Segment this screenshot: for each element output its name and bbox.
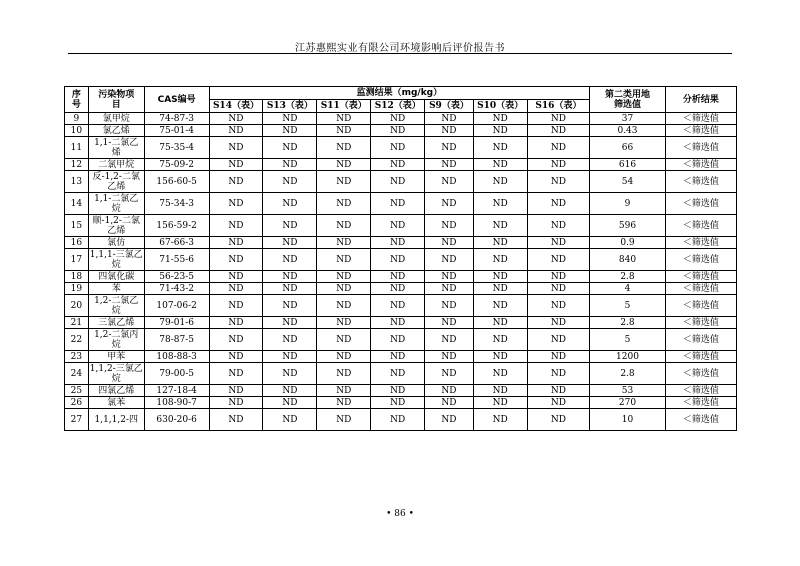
row-number-cell: 15 <box>65 215 89 237</box>
monitoring-value-cell: ND <box>263 249 317 271</box>
monitoring-value-cell: ND <box>371 329 425 351</box>
column-header-screening-line1: 第二类用地 <box>604 89 650 100</box>
document-header-title: 江苏惠熙实业有限公司环境影响后评价报告书 <box>295 43 505 54</box>
monitoring-value-cell: ND <box>263 113 317 125</box>
analysis-result-cell: ＜筛选值 <box>665 271 736 283</box>
row-number-cell: 19 <box>65 283 89 295</box>
monitoring-value-cell: ND <box>473 171 527 193</box>
screening-value-cell: 4 <box>590 283 665 295</box>
screening-value-cell: 54 <box>590 171 665 193</box>
monitoring-value-cell: ND <box>317 215 371 237</box>
monitoring-value-cell: ND <box>473 317 527 329</box>
cas-number-cell: 74-87-3 <box>144 113 209 125</box>
cas-number-cell: 67-66-3 <box>144 237 209 249</box>
pollutant-name-cell: 1,1-二氯乙烯 <box>88 137 144 159</box>
cas-number-cell: 75-35-4 <box>144 137 209 159</box>
table-row <box>65 363 737 385</box>
table-row <box>65 113 737 125</box>
monitoring-value-cell: ND <box>473 283 527 295</box>
monitoring-value-cell: ND <box>317 237 371 249</box>
monitoring-value-cell: ND <box>263 351 317 363</box>
cas-number-cell: 108-90-7 <box>144 397 209 409</box>
monitoring-value-cell: ND <box>371 351 425 363</box>
site-header: S10（表） <box>473 100 527 113</box>
cas-number-cell: 156-59-2 <box>144 215 209 237</box>
monitoring-value-cell: ND <box>317 125 371 137</box>
analysis-result-cell: ＜筛选值 <box>665 351 736 363</box>
analysis-result-cell: ＜筛选值 <box>665 409 736 431</box>
monitoring-value-cell: ND <box>527 215 590 237</box>
pollutant-name-cell: 1,1,1-三氯乙烷 <box>89 249 143 270</box>
row-number-cell: 14 <box>65 193 89 215</box>
monitoring-value-cell: ND <box>371 363 425 385</box>
monitoring-value-cell: ND <box>317 363 371 385</box>
monitoring-value-cell: ND <box>209 137 263 159</box>
screening-value-cell: 616 <box>590 159 665 171</box>
row-number-cell: 24 <box>65 363 89 385</box>
monitoring-value-cell: ND <box>209 237 263 249</box>
cas-number-cell: 71-55-6 <box>144 249 209 271</box>
row-number-cell: 17 <box>65 249 89 271</box>
monitoring-value-cell: ND <box>209 351 263 363</box>
column-header-screening-line2: 筛选值 <box>613 99 641 110</box>
analysis-result-cell: ＜筛选值 <box>665 171 736 193</box>
monitoring-value-cell: ND <box>317 397 371 409</box>
monitoring-value-cell: ND <box>425 113 474 125</box>
header-divider <box>68 53 732 54</box>
analysis-result-cell: ＜筛选值 <box>665 295 736 317</box>
monitoring-value-cell: ND <box>263 363 317 385</box>
screening-value-cell: 10 <box>590 409 665 431</box>
monitoring-value-cell: ND <box>209 397 263 409</box>
monitoring-value-cell: ND <box>263 329 317 351</box>
page-number: • 86 • <box>386 509 414 519</box>
row-number-cell: 20 <box>65 295 89 317</box>
cas-number-cell: 156-60-5 <box>144 171 209 193</box>
column-header-index-line2: 号 <box>71 99 81 110</box>
monitoring-value-cell: ND <box>527 159 590 171</box>
monitoring-value-cell: ND <box>317 351 371 363</box>
screening-value-cell: 66 <box>590 137 665 159</box>
monitoring-value-cell: ND <box>209 385 263 397</box>
row-number-cell: 11 <box>65 137 89 159</box>
screening-value-cell: 9 <box>590 193 665 215</box>
monitoring-value-cell: ND <box>527 171 590 193</box>
pollutant-name-cell: 1,2-二氯乙烷 <box>88 295 144 317</box>
monitoring-value-cell: ND <box>209 317 263 329</box>
monitoring-value-cell: ND <box>473 237 527 249</box>
monitoring-value-cell: ND <box>371 385 425 397</box>
monitoring-value-cell: ND <box>209 271 263 283</box>
monitoring-value-cell: ND <box>263 215 317 237</box>
monitoring-value-cell: ND <box>425 363 474 385</box>
cas-number-cell: 108-88-3 <box>144 351 209 363</box>
row-number-cell: 10 <box>65 125 89 137</box>
monitoring-value-cell: ND <box>263 193 317 215</box>
cas-number-cell: 107-06-2 <box>144 295 209 317</box>
monitoring-value-cell: ND <box>473 137 527 159</box>
analysis-result-cell: ＜筛选值 <box>665 113 736 125</box>
monitoring-value-cell: ND <box>425 385 474 397</box>
analysis-result-cell: ＜筛选值 <box>665 159 736 171</box>
monitoring-value-cell: ND <box>317 193 371 215</box>
monitoring-value-cell: ND <box>371 283 425 295</box>
monitoring-value-cell: ND <box>425 271 474 283</box>
monitoring-value-cell: ND <box>263 137 317 159</box>
monitoring-value-cell: ND <box>371 295 425 317</box>
screening-value-cell: 270 <box>590 397 665 409</box>
pollutant-name-cell: 氯甲烷 <box>88 113 144 125</box>
table-row <box>65 295 737 317</box>
monitoring-value-cell: ND <box>527 237 590 249</box>
analysis-result-cell: ＜筛选值 <box>665 125 736 137</box>
screening-value-cell: 5 <box>590 295 665 317</box>
monitoring-value-cell: ND <box>209 363 263 385</box>
screening-value-cell: 840 <box>590 249 665 271</box>
monitoring-value-cell: ND <box>425 329 474 351</box>
monitoring-value-cell: ND <box>473 351 527 363</box>
monitoring-value-cell: ND <box>263 271 317 283</box>
screening-value-cell: 0.43 <box>590 125 665 137</box>
row-number-cell: 22 <box>65 329 89 351</box>
monitoring-value-cell: ND <box>527 295 590 317</box>
monitoring-value-cell: ND <box>527 125 590 137</box>
pollutant-name-cell: 反-1,2-二氯乙烯 <box>88 171 144 193</box>
monitoring-value-cell: ND <box>473 249 527 271</box>
monitoring-value-cell: ND <box>371 397 425 409</box>
screening-value-cell: 2.8 <box>590 317 665 329</box>
site-header: S12（表） <box>371 100 425 113</box>
analysis-result-cell: ＜筛选值 <box>665 215 736 237</box>
monitoring-value-cell: ND <box>263 295 317 317</box>
monitoring-value-cell: ND <box>473 397 527 409</box>
monitoring-value-cell: ND <box>527 409 590 431</box>
cas-number-cell: 56-23-5 <box>144 271 209 283</box>
analysis-result-cell: ＜筛选值 <box>665 193 736 215</box>
monitoring-value-cell: ND <box>527 317 590 329</box>
monitoring-value-cell: ND <box>209 283 263 295</box>
pollutant-name-cell: 二氯甲烷 <box>88 159 144 171</box>
pollutant-name-cell: 四氯乙烯 <box>88 385 144 397</box>
row-number-cell: 13 <box>65 171 89 193</box>
site-header: S11（表） <box>317 100 371 113</box>
pollutant-name-cell: 氯乙烯 <box>88 125 144 137</box>
row-number-cell: 21 <box>65 317 89 329</box>
monitoring-value-cell: ND <box>473 409 527 431</box>
monitoring-value-cell: ND <box>209 295 263 317</box>
monitoring-value-cell: ND <box>263 171 317 193</box>
monitoring-value-cell: ND <box>263 385 317 397</box>
table-header <box>65 87 737 113</box>
monitoring-value-cell: ND <box>371 409 425 431</box>
pollutant-name-cell: 四氯化碳 <box>88 271 144 283</box>
screening-value-cell: 37 <box>590 113 665 125</box>
site-header: S14（表） <box>209 100 263 113</box>
monitoring-value-cell: ND <box>473 385 527 397</box>
pollutant-name-cell: 1,1,1,2-四 <box>88 409 144 431</box>
monitoring-value-cell: ND <box>371 137 425 159</box>
cas-number-cell: 75-01-4 <box>144 125 209 137</box>
analysis-result-cell: ＜筛选值 <box>665 249 736 271</box>
monitoring-value-cell: ND <box>425 317 474 329</box>
site-header: S9（表） <box>425 100 474 113</box>
monitoring-value-cell: ND <box>527 385 590 397</box>
monitoring-value-cell: ND <box>209 249 263 271</box>
monitoring-value-cell: ND <box>317 171 371 193</box>
monitoring-value-cell: ND <box>527 397 590 409</box>
screening-value-cell: 596 <box>590 215 665 237</box>
screening-value-cell: 53 <box>590 385 665 397</box>
monitoring-value-cell: ND <box>425 193 474 215</box>
monitoring-value-cell: ND <box>473 295 527 317</box>
monitoring-value-cell: ND <box>317 329 371 351</box>
monitoring-value-cell: ND <box>371 125 425 137</box>
row-number-cell: 9 <box>65 113 89 125</box>
pollutant-name-cell: 1,1,2-三氯乙烷 <box>89 363 143 384</box>
table-row <box>65 317 737 329</box>
monitoring-value-cell: ND <box>209 159 263 171</box>
monitoring-value-cell: ND <box>317 283 371 295</box>
monitoring-value-cell: ND <box>317 137 371 159</box>
table-row <box>65 283 737 295</box>
monitoring-value-cell: ND <box>371 317 425 329</box>
column-header-screening <box>590 87 665 113</box>
analysis-result-cell: ＜筛选值 <box>665 283 736 295</box>
monitoring-value-cell: ND <box>209 409 263 431</box>
monitoring-value-cell: ND <box>317 271 371 283</box>
monitoring-value-cell: ND <box>473 271 527 283</box>
monitoring-value-cell: ND <box>527 271 590 283</box>
table-row <box>65 351 737 363</box>
table-row <box>65 215 737 237</box>
cas-number-cell: 71-43-2 <box>144 283 209 295</box>
monitoring-value-cell: ND <box>263 125 317 137</box>
monitoring-value-cell: ND <box>425 159 474 171</box>
pollutant-name-cell: 1,1-二氯乙烷 <box>88 193 144 215</box>
monitoring-value-cell: ND <box>371 249 425 271</box>
table-row <box>65 409 737 431</box>
cas-number-cell: 75-34-3 <box>144 193 209 215</box>
monitoring-value-cell: ND <box>425 351 474 363</box>
monitoring-value-cell: ND <box>425 125 474 137</box>
monitoring-value-cell: ND <box>527 351 590 363</box>
monitoring-value-cell: ND <box>317 317 371 329</box>
monitoring-value-cell: ND <box>425 137 474 159</box>
column-header-monitoring: 监测结果（mg/kg） <box>209 87 590 100</box>
pollutant-name-cell: 甲苯 <box>88 351 144 363</box>
monitoring-value-cell: ND <box>473 363 527 385</box>
analysis-result-cell: ＜筛选值 <box>665 237 736 249</box>
analysis-result-cell: ＜筛选值 <box>665 397 736 409</box>
pollutant-name-cell: 氯仿 <box>88 237 144 249</box>
column-header-analysis: 分析结果 <box>665 87 736 113</box>
monitoring-value-cell: ND <box>371 271 425 283</box>
row-number-cell: 25 <box>65 385 89 397</box>
cas-number-cell: 75-09-2 <box>144 159 209 171</box>
monitoring-value-cell: ND <box>425 283 474 295</box>
table-row <box>65 329 737 351</box>
monitoring-value-cell: ND <box>473 159 527 171</box>
column-header-pollutant-line1: 污染物项 <box>98 89 135 100</box>
monitoring-value-cell: ND <box>527 329 590 351</box>
pollutant-name-cell: 1,2-二氯丙烷 <box>88 329 144 351</box>
monitoring-value-cell: ND <box>209 215 263 237</box>
monitoring-value-cell: ND <box>473 329 527 351</box>
monitoring-value-cell: ND <box>263 159 317 171</box>
monitoring-value-cell: ND <box>425 171 474 193</box>
monitoring-value-cell: ND <box>209 193 263 215</box>
table-row <box>65 159 737 171</box>
monitoring-value-cell: ND <box>371 113 425 125</box>
monitoring-value-cell: ND <box>371 193 425 215</box>
monitoring-value-cell: ND <box>425 249 474 271</box>
table-row <box>65 271 737 283</box>
table-row <box>65 249 737 271</box>
monitoring-value-cell: ND <box>317 295 371 317</box>
row-number-cell: 27 <box>65 409 89 431</box>
screening-value-cell: 2.8 <box>590 271 665 283</box>
monitoring-value-cell: ND <box>263 409 317 431</box>
table-row <box>65 237 737 249</box>
pollutant-name-cell: 苯 <box>88 283 144 295</box>
table-row <box>65 397 737 409</box>
monitoring-value-cell: ND <box>317 159 371 171</box>
cas-number-cell: 79-00-5 <box>144 363 209 385</box>
table-row <box>65 137 737 159</box>
pollutant-name-cell: 顺-1,2-二氯乙烯 <box>88 215 144 237</box>
row-number-cell: 26 <box>65 397 89 409</box>
table-row <box>65 385 737 397</box>
row-number-cell: 23 <box>65 351 89 363</box>
monitoring-value-cell: ND <box>473 193 527 215</box>
cas-number-cell: 78-87-5 <box>144 329 209 351</box>
analysis-result-cell: ＜筛选值 <box>665 137 736 159</box>
cas-number-cell: 630-20-6 <box>144 409 209 431</box>
monitoring-value-cell: ND <box>209 125 263 137</box>
monitoring-value-cell: ND <box>527 137 590 159</box>
monitoring-value-cell: ND <box>425 295 474 317</box>
monitoring-value-cell: ND <box>209 171 263 193</box>
site-header: S16（表） <box>527 100 590 113</box>
monitoring-value-cell: ND <box>371 215 425 237</box>
monitoring-value-cell: ND <box>317 249 371 271</box>
analysis-result-cell: ＜筛选值 <box>665 385 736 397</box>
pollutant-name-cell: 三氯乙烯 <box>88 317 144 329</box>
monitoring-value-cell: ND <box>263 237 317 249</box>
monitoring-value-cell: ND <box>473 125 527 137</box>
monitoring-value-cell: ND <box>209 329 263 351</box>
monitoring-results-table <box>64 86 737 431</box>
column-header-pollutant-line2: 目 <box>111 99 121 110</box>
monitoring-value-cell: ND <box>371 159 425 171</box>
analysis-result-cell: ＜筛选值 <box>665 363 736 385</box>
monitoring-value-cell: ND <box>425 215 474 237</box>
monitoring-value-cell: ND <box>317 385 371 397</box>
monitoring-value-cell: ND <box>473 215 527 237</box>
monitoring-value-cell: ND <box>527 363 590 385</box>
column-header-index-line1: 序 <box>71 89 81 100</box>
table-body <box>65 113 737 431</box>
monitoring-value-cell: ND <box>527 113 590 125</box>
screening-value-cell: 0.9 <box>590 237 665 249</box>
site-header: S13（表） <box>263 100 317 113</box>
row-number-cell: 18 <box>65 271 89 283</box>
column-header-cas: CAS编号 <box>144 87 209 113</box>
row-number-cell: 12 <box>65 159 89 171</box>
monitoring-value-cell: ND <box>473 113 527 125</box>
screening-value-cell: 5 <box>590 329 665 351</box>
monitoring-value-cell: ND <box>425 409 474 431</box>
cas-number-cell: 127-18-4 <box>144 385 209 397</box>
monitoring-value-cell: ND <box>425 397 474 409</box>
analysis-result-cell: ＜筛选值 <box>665 317 736 329</box>
monitoring-value-cell: ND <box>425 237 474 249</box>
monitoring-value-cell: ND <box>263 397 317 409</box>
cas-number-cell: 79-01-6 <box>144 317 209 329</box>
screening-value-cell: 1200 <box>590 351 665 363</box>
monitoring-value-cell: ND <box>317 409 371 431</box>
monitoring-value-cell: ND <box>317 113 371 125</box>
monitoring-value-cell: ND <box>527 249 590 271</box>
table-row <box>65 171 737 193</box>
analysis-result-cell: ＜筛选值 <box>665 329 736 351</box>
screening-value-cell: 2.8 <box>590 363 665 385</box>
table-row <box>65 193 737 215</box>
monitoring-value-cell: ND <box>209 113 263 125</box>
table-row <box>65 125 737 137</box>
row-number-cell: 16 <box>65 237 89 249</box>
monitoring-value-cell: ND <box>527 283 590 295</box>
monitoring-value-cell: ND <box>527 193 590 215</box>
monitoring-value-cell: ND <box>371 237 425 249</box>
column-header-index <box>65 87 89 113</box>
monitoring-value-cell: ND <box>263 317 317 329</box>
monitoring-value-cell: ND <box>263 283 317 295</box>
monitoring-value-cell: ND <box>371 171 425 193</box>
pollutant-name-cell: 氯苯 <box>88 397 144 409</box>
column-header-pollutant <box>88 87 144 113</box>
